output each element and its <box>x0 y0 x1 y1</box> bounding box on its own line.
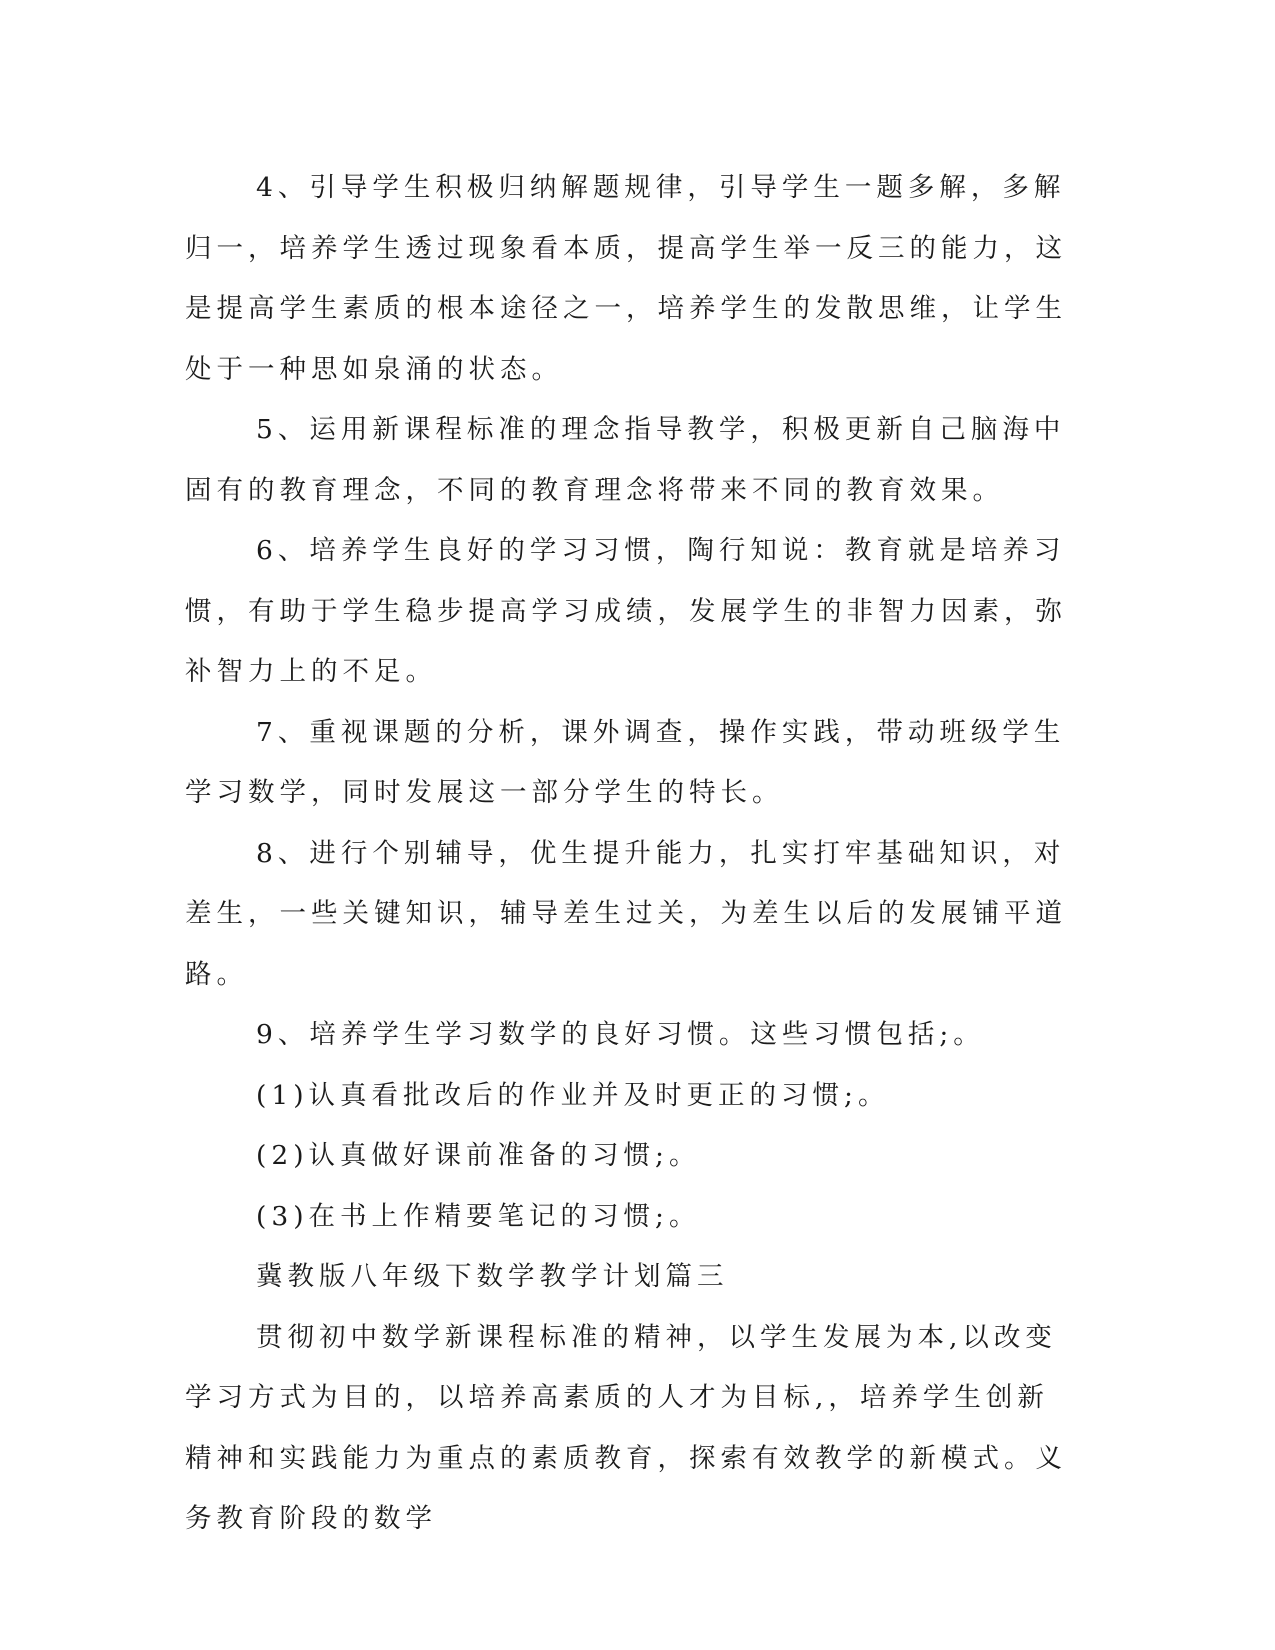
section-heading: 冀教版八年级下数学教学计划篇三 <box>256 1261 729 1292</box>
paragraph-item-7: 7、重视课题的分析，课外调查，操作实践，带动班级学生学习数学，同时发展这一部分学生的特长。 <box>185 716 1066 808</box>
habit-item-1: (1)认真看批改后的作业并及时更正的习惯;。 <box>256 1079 890 1111</box>
habit-item-3: (3)在书上作精要笔记的习惯;。 <box>256 1200 701 1232</box>
habit-item-2: (2)认真做好课前准备的习惯;。 <box>256 1140 701 1171</box>
document-body <box>185 158 1075 1550</box>
paragraph-item-9: 9、培养学生学习数学的良好习惯。这些习惯包括;。 <box>256 1019 985 1050</box>
paragraph-item-8: 8、进行个别辅导，优生提升能力，扎实打牢基础知识，对差生，一些关键知识，辅导差生过关，为差生以后的发展铺平道路。 <box>185 837 1067 990</box>
paragraph-item-4: 4、引导学生积极归纳解题规律，引导学生一题多解，多解归一，培养学生透过现象看本质，提高学生举一反三的能力，这是提高学生素质的根本途径之一，培养学生的发散思维，让学生处于一种思如泉涌的状态。 <box>185 172 1067 385</box>
section-intro-paragraph: 贯彻初中数学新课程标准的精神，以学生发展为本,以改变学习方式为目的，以培养高素质的人才为目标,，培养学生创新精神和实践能力为重点的素质教育，探索有效教学的新模式。义务教育阶段的数学 <box>185 1321 1067 1534</box>
paragraph-item-6: 6、培养学生良好的学习习惯，陶行知说：教育就是培养习惯，有助于学生稳步提高学习成绩，发展学生的非智力因素，弥补智力上的不足。 <box>185 535 1067 687</box>
paragraph-item-5: 5、运用新课程标准的理念指导教学，积极更新自己脑海中固有的教育理念，不同的教育理念将带来不同的教育效果。 <box>185 414 1066 506</box>
